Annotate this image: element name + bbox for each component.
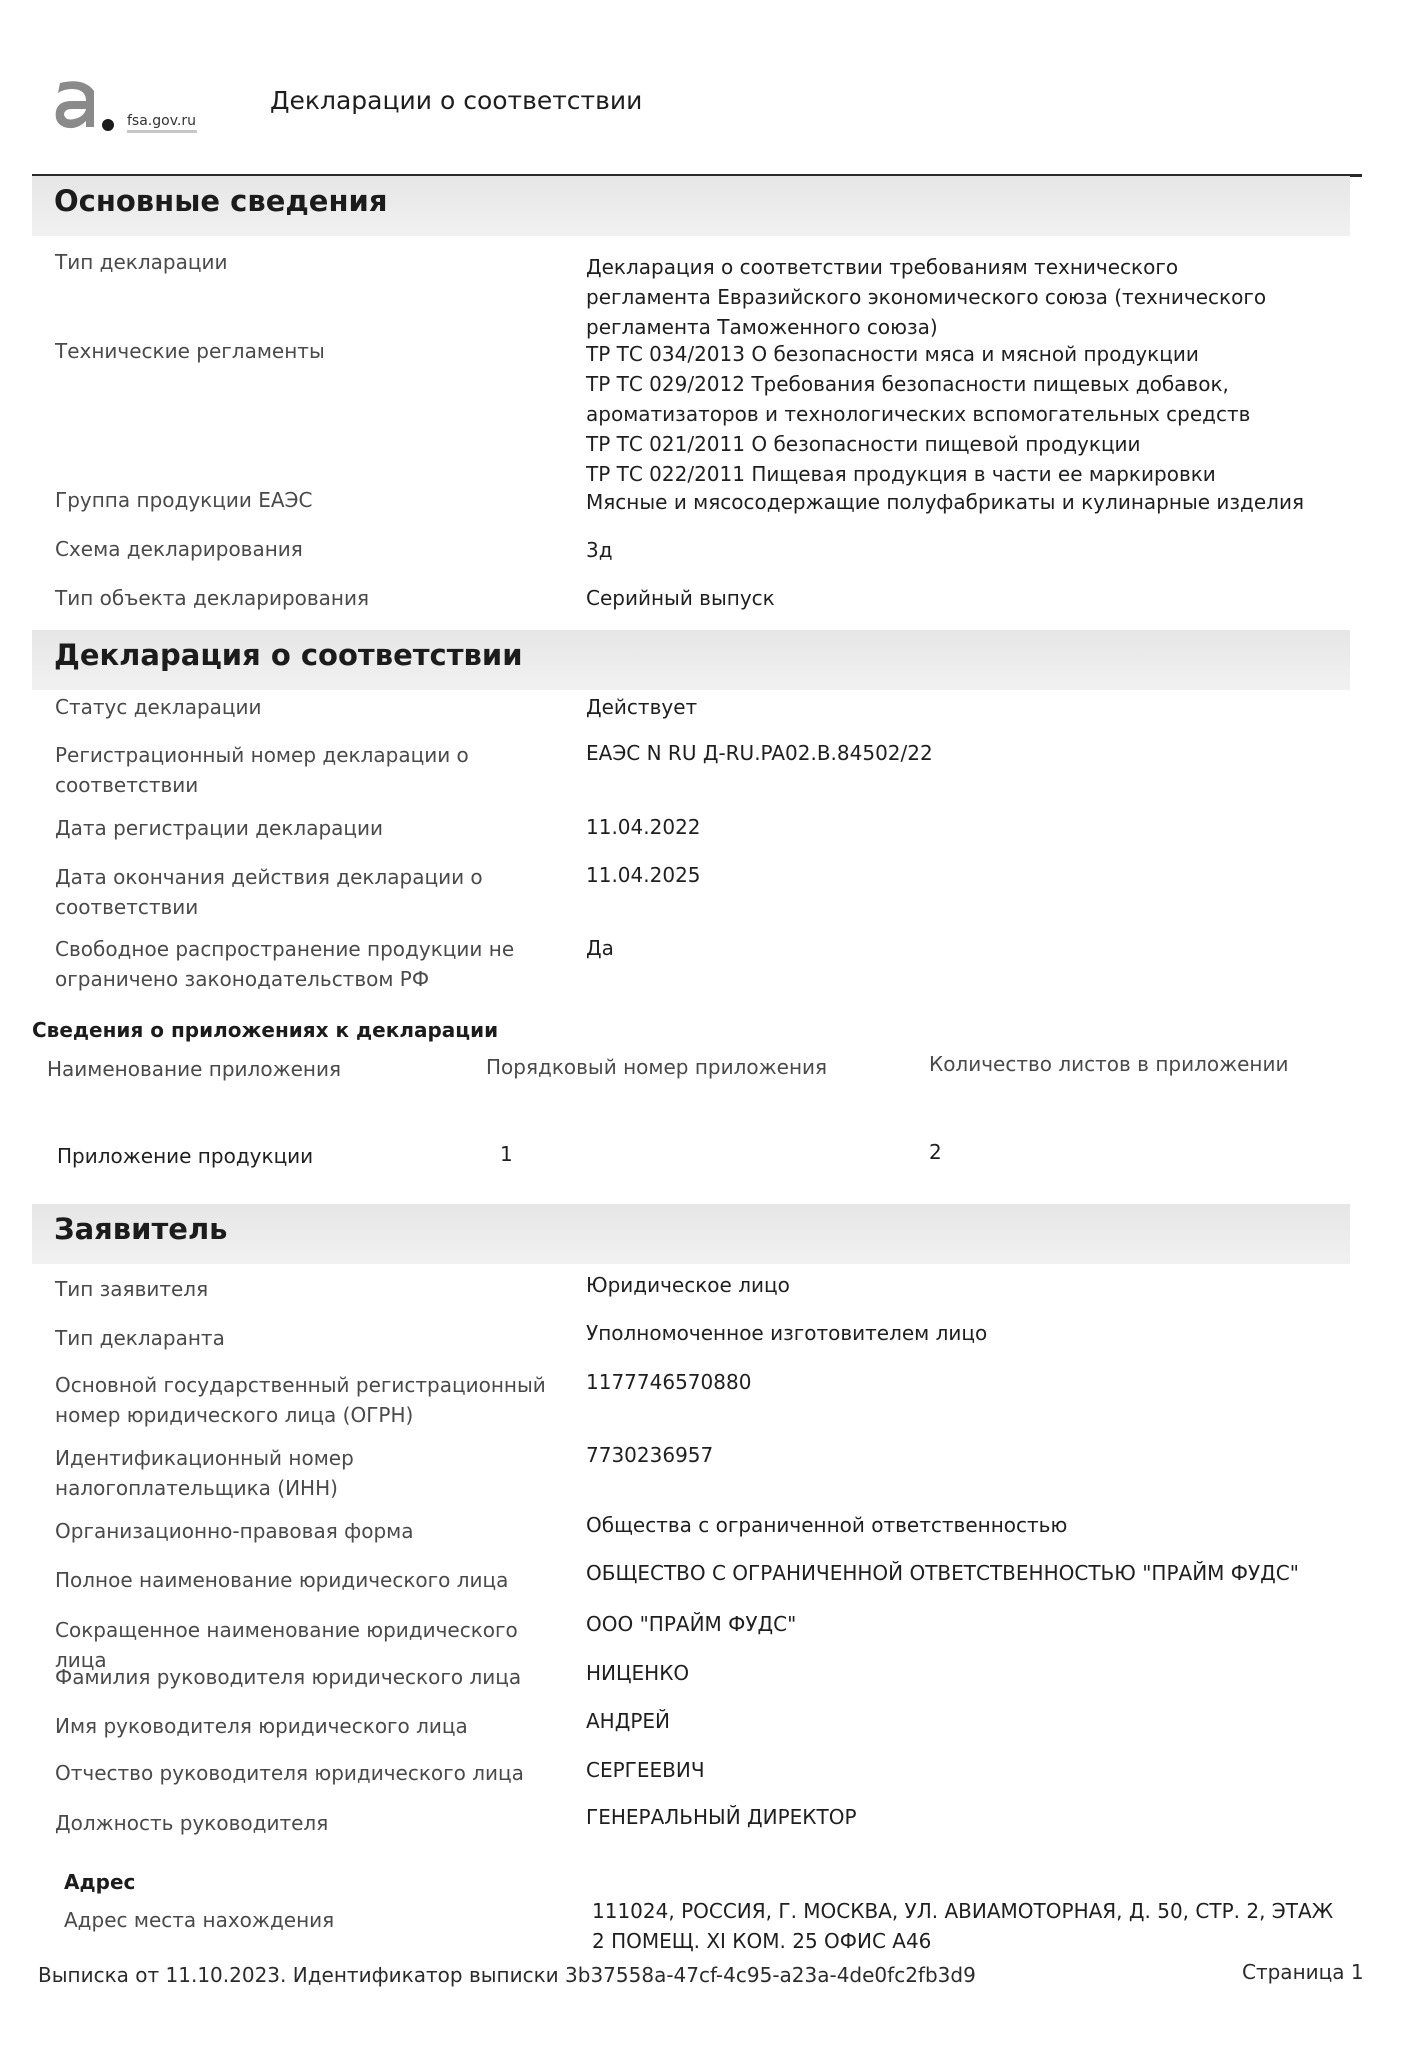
value-ogrn: 1177746570880 — [586, 1370, 752, 1394]
attachments-col-number: Порядковый номер приложения — [486, 1055, 828, 1079]
label-declaration-scheme: Схема декларирования — [55, 537, 303, 561]
value-head-patronymic: СЕРГЕЕВИЧ — [586, 1758, 705, 1782]
value-inn: 7730236957 — [586, 1443, 714, 1467]
attachments-col-sheets: Количество листов в приложении — [929, 1052, 1289, 1076]
attachment-number: 1 — [500, 1142, 513, 1166]
document-title: Декларации о соответствии — [270, 86, 643, 115]
label-head-surname: Фамилия руководителя юридического лица — [55, 1665, 522, 1689]
footer-page-number: Страница 1 — [1242, 1960, 1364, 1984]
attachment-name: Приложение продукции — [57, 1144, 314, 1168]
label-declaration-type: Тип декларации — [55, 250, 228, 274]
section-applicant-header — [32, 1204, 1350, 1264]
address-title: Адрес — [64, 1870, 136, 1894]
value-product-group: Мясные и мясосодержащие полуфабрикаты и кулинарные изделия — [586, 490, 1304, 514]
value-registration-date: 11.04.2022 — [586, 815, 701, 839]
attachments-title: Сведения о приложениях к декларации — [32, 1018, 499, 1042]
fsa-logo-icon — [50, 75, 130, 137]
label-expiration-date: Дата окончания действия декларации о соответствии — [55, 865, 483, 919]
value-head-surname: НИЦЕНКО — [586, 1661, 690, 1685]
logo-subtitle-line — [127, 130, 197, 133]
label-full-name: Полное наименование юридического лица — [55, 1568, 509, 1592]
value-tech-regulation-3: ТР ТС 021/2011 О безопасности пищевой продукции — [586, 432, 1141, 456]
attachments-col-name: Наименование приложения — [47, 1057, 341, 1081]
value-declarant-type: Уполномоченное изготовителем лицо — [586, 1321, 988, 1345]
label-legal-form: Организационно-правовая форма — [55, 1519, 414, 1543]
label-registration-number: Регистрационный номер декларации о соответствии — [55, 743, 469, 797]
value-legal-form: Общества с ограниченной ответственностью — [586, 1513, 1068, 1537]
section-basic-title: Основные сведения — [54, 184, 388, 218]
label-head-patronymic: Отчество руководителя юридического лица — [55, 1761, 524, 1785]
section-applicant-title: Заявитель — [54, 1212, 228, 1246]
label-address: Адрес места нахождения — [64, 1908, 335, 1932]
label-registration-date: Дата регистрации декларации — [55, 816, 384, 840]
logo-domain: fsa.gov.ru — [127, 113, 196, 129]
footer-extract-id: Выписка от 11.10.2023. Идентификатор выписки 3b37558a-47cf-4c95-a23a-4de0fc2fb3d9 — [38, 1963, 976, 1987]
label-ogrn: Основной государственный регистрационный номер юридического лица (ОГРН) — [55, 1373, 546, 1427]
label-short-name: Сокращенное наименование юридического лица — [55, 1618, 518, 1672]
label-head-name: Имя руководителя юридического лица — [55, 1714, 468, 1738]
value-tech-regulation-4: ТР ТС 022/2011 Пищевая продукция в части ее маркировки — [586, 462, 1216, 486]
value-tech-regulation-2: ТР ТС 029/2012 Требования безопасности пищевых добавок, ароматизаторов и технологических вспомогательных средств — [586, 372, 1251, 426]
label-head-position: Должность руководителя — [55, 1811, 329, 1835]
value-object-type: Серийный выпуск — [586, 586, 775, 610]
section-basic-header — [32, 176, 1350, 236]
value-head-name: АНДРЕЙ — [586, 1709, 671, 1733]
value-free-distribution: Да — [586, 936, 614, 960]
value-applicant-type: Юридическое лицо — [586, 1273, 790, 1297]
section-declaration-header — [32, 630, 1350, 690]
value-tech-regulation-1: ТР ТС 034/2013 О безопасности мяса и мясной продукции — [586, 342, 1199, 366]
value-declaration-type: Декларация о соответствии требованиям технического регламента Евразийского экономического союза (технического регламента Таможенного союза) — [586, 255, 1267, 339]
label-applicant-type: Тип заявителя — [55, 1277, 209, 1301]
value-declaration-status: Действует — [586, 695, 698, 719]
value-short-name: ООО "ПРАЙМ ФУДС" — [586, 1612, 797, 1636]
value-expiration-date: 11.04.2025 — [586, 863, 701, 887]
value-declaration-scheme: 3д — [586, 538, 613, 562]
label-declaration-status: Статус декларации — [55, 695, 262, 719]
fsa-logo — [50, 75, 230, 145]
label-object-type: Тип объекта декларирования — [55, 586, 370, 610]
label-tech-regulations: Технические регламенты — [55, 339, 325, 363]
label-inn: Идентификационный номер налогоплательщика (ИНН) — [55, 1446, 354, 1500]
section-declaration-title: Декларация о соответствии — [54, 638, 523, 672]
value-address: 111024, РОССИЯ, Г. МОСКВА, УЛ. АВИАМОТОРНАЯ, Д. 50, СТР. 2, ЭТАЖ 2 ПОМЕЩ. XI КОМ. 25 ОФИС А46 — [592, 1899, 1334, 1953]
value-registration-number: ЕАЭС N RU Д-RU.PA02.B.84502/22 — [586, 741, 933, 765]
attachment-sheets: 2 — [929, 1140, 942, 1164]
label-declarant-type: Тип декларанта — [55, 1326, 225, 1350]
value-head-position: ГЕНЕРАЛЬНЫЙ ДИРЕКТОР — [586, 1805, 857, 1829]
value-full-name: ОБЩЕСТВО С ОГРАНИЧЕННОЙ ОТВЕТСТВЕННОСТЬЮ "ПРАЙМ ФУДС" — [586, 1561, 1299, 1585]
label-free-distribution: Свободное распространение продукции не ограничено законодательством РФ — [55, 937, 515, 991]
label-product-group: Группа продукции ЕАЭС — [55, 488, 313, 512]
